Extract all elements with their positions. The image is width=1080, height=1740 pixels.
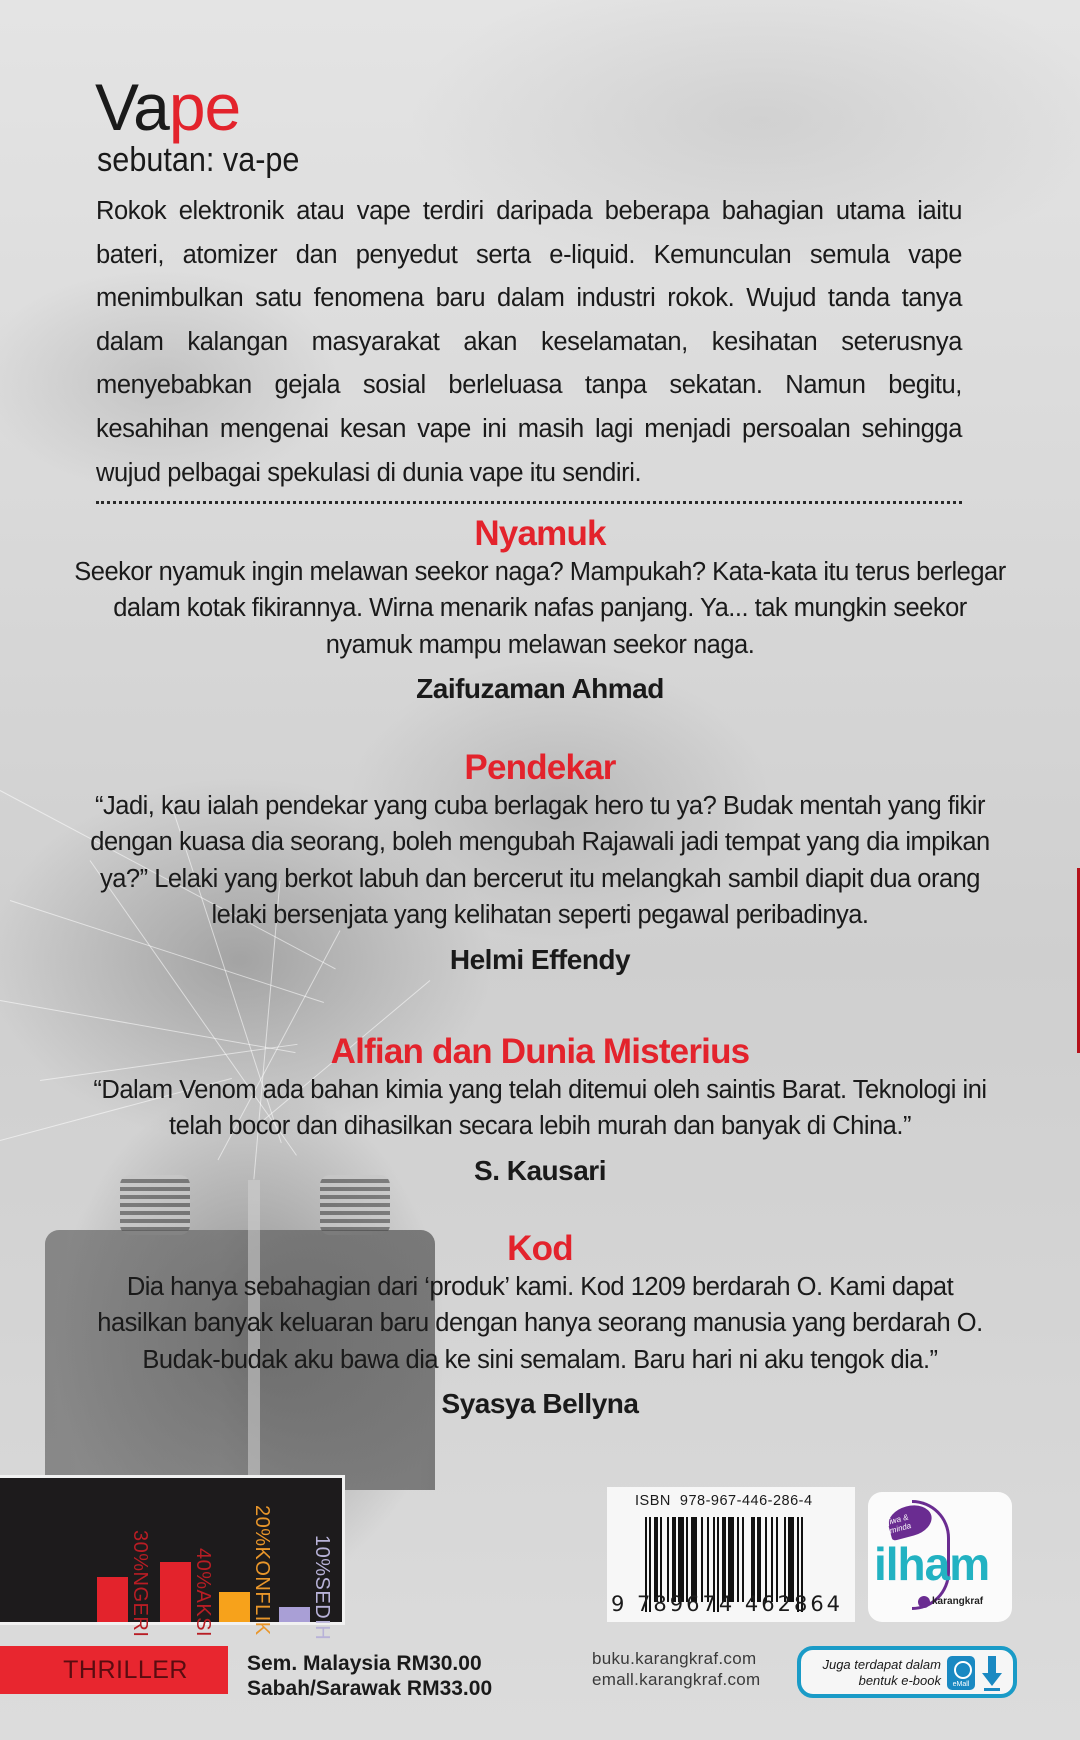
story-title: Pendekar xyxy=(464,748,616,787)
story-excerpt: “Dalam Venom ada bahan kimia yang telah ditemui oleh saintis Barat. Teknologi ini telah bocor dan dihasilkan secara lebih murah dan banyak di China.” xyxy=(93,1075,987,1140)
story-kod xyxy=(70,1230,1010,1420)
story-nyamuk xyxy=(70,515,1010,705)
title-part-black: Va xyxy=(95,70,169,144)
bar-aksi xyxy=(160,1562,191,1622)
bar-ngeri xyxy=(97,1577,128,1622)
story-title: Alfian dan Dunia Misterius xyxy=(330,1032,750,1071)
story-author: Zaifuzaman Ahmad xyxy=(416,673,664,704)
link-buku[interactable]: buku.karangkraf.com xyxy=(592,1649,757,1668)
bar-label-ngeri: 30%NGERI xyxy=(129,1530,151,1638)
bar-label-sedih: 10%SEDIH xyxy=(311,1535,333,1641)
price-east-malaysia: Sabah/Sarawak RM33.00 xyxy=(247,1677,493,1700)
story-pendekar xyxy=(70,749,1010,976)
website-links xyxy=(592,1648,761,1690)
isbn-barcode xyxy=(607,1487,855,1622)
story-excerpt: Seekor nyamuk ingin melawan seekor naga? Mampukah? Kata-kata itu terus berlegar dalam kotak fikirannya. Wirna menarik nafas panjang. Ya... tak mungkin seekor nyamuk mampu melawan seekor naga. xyxy=(74,557,1006,659)
ebook-text xyxy=(822,1657,941,1689)
logo-badge-icon: jiwa & minda xyxy=(885,1501,935,1541)
karangkraf-icon xyxy=(918,1596,930,1608)
story-excerpt: “Jadi, kau ialah pendekar yang cuba berlagak hero tu ya? Budak mentah yang fikir dengan kuasa dia seorang, boleh mengubah Rajawali jadi tempat yang dia impikan ya?” Lelaki yang berkot labuh dan bercerut itu melangkah sambil diapit dua orang lelaki bersenjata yang kelihatan seperti pegawal peribadinya. xyxy=(90,791,990,929)
price-block xyxy=(247,1651,492,1701)
genre-label: THRILLER xyxy=(63,1655,188,1684)
link-emall[interactable]: emall.karangkraf.com xyxy=(592,1670,761,1689)
dotted-divider xyxy=(96,501,962,504)
emall-icon xyxy=(947,1656,975,1690)
genre-bar-chart xyxy=(0,1475,345,1641)
bar-label-aksi: 40%AKSI xyxy=(192,1548,214,1638)
barcode-bars xyxy=(645,1517,855,1602)
emall-label: eMall xyxy=(952,1681,970,1688)
download-arrow-icon xyxy=(981,1656,1003,1692)
story-author: Syasya Bellyna xyxy=(441,1388,639,1419)
logo-wordmark: ilham xyxy=(874,1538,990,1590)
isbn-label: ISBN 978-967-446-286-4 xyxy=(635,1493,813,1509)
price-peninsular: Sem. Malaysia RM30.00 xyxy=(247,1652,482,1675)
story-author: Helmi Effendy xyxy=(449,943,631,975)
logo-subtext: karangkraf xyxy=(932,1596,984,1607)
bar-label-konflik: 20%KONFLIK xyxy=(251,1505,273,1636)
ebook-line2: bentuk e-book xyxy=(858,1673,941,1688)
synopsis-paragraph: Rokok elektronik atau vape terdiri daripada beberapa bahagian utama iaitu bateri, atomizer dan penyedut serta e-liquid. Kemunculan semula vape menimbulkan satu fenomena baru dalam industri rokok. Wujud tanda tanya dalam kalangan masyarakat akan keselamatan, kesihatan seterusnya menyebabkan gejala sosial berleluasa tanpa sekatan. Namun begitu, kesahihan mengenai kesan vape ini masih lagi menjadi persoalan sehingga wujud pelbagai spekulasi di dunia vape itu sendiri. xyxy=(96,197,962,487)
book-title xyxy=(95,70,241,144)
story-title: Kod xyxy=(507,1229,573,1268)
story-title: Nyamuk xyxy=(474,514,606,553)
genre-badge xyxy=(0,1646,228,1694)
ean-digits: 9 789674 462864 xyxy=(611,1592,844,1616)
story-author: S. Kausari xyxy=(474,1154,606,1186)
ebook-badge xyxy=(797,1646,1017,1698)
pronunciation: sebutan: va-pe xyxy=(97,141,300,179)
story-excerpt: Dia hanya sebahagian dari ‘produk’ kami. Kod 1209 berdarah O. Kami dapat hasilkan banyak keluaran baru dengan hanya seorang manusia yang berdarah O. Budak-budak aku bawa dia ke sini semalam. Baru hari ni aku tengok dia.” xyxy=(97,1272,983,1374)
bar-sedih xyxy=(279,1607,310,1622)
story-alfian xyxy=(70,1033,1010,1187)
publisher-logo xyxy=(868,1492,1012,1622)
bar-konflik xyxy=(219,1592,250,1622)
ebook-line1: Juga terdapat dalam xyxy=(822,1657,941,1672)
title-part-red: pe xyxy=(168,70,241,144)
